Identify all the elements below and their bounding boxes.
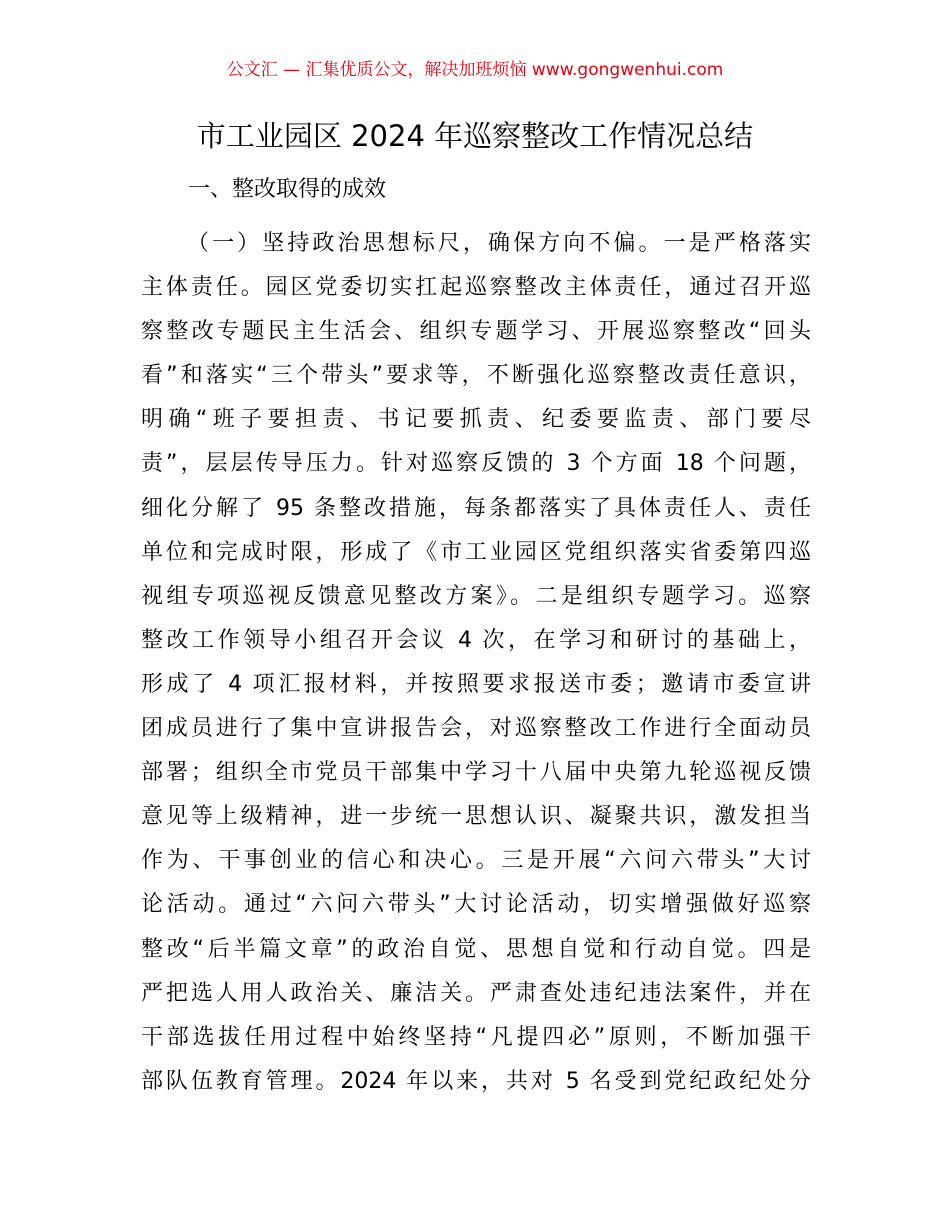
paragraph-line: 形成了 4 项汇报材料，并按照要求报送市委；邀请市委宣讲 [141,671,811,697]
paragraph-line: 部署；组织全市党员干部集中学习十八届中央第九轮巡视反馈 [141,760,811,786]
paragraph-line: 责”，层层传导压力。针对巡察反馈的 3 个方面 18 个问题， [141,451,811,477]
paragraph-line: 察整改专题民主生活会、组织专题学习、开展巡察整改“回头 [141,319,811,345]
site-banner: 公文汇 — 汇集优质公文，解决加班烦恼 www.gongwenhui.com [226,60,724,80]
paragraph-line: 视组专项巡视反馈意见整改方案》。二是组织专题学习。巡察 [141,583,811,609]
paragraph-line: 部队伍教育管理。2024 年以来，共对 5 名受到党纪政纪处分 [141,1068,811,1094]
paragraph-line: 主体责任。园区党委切实扛起巡察整改主体责任，通过召开巡 [141,275,811,301]
paragraph-line: 明确“班子要担责、书记要抓责、纪委要监责、部门要尽 [141,407,811,433]
document-title: 市工业园区 2024 年巡察整改工作情况总结 [196,119,754,153]
paragraph-line: 整改“后半篇文章”的政治自觉、思想自觉和行动自觉。四是 [141,936,811,962]
paragraph-line: 细化分解了 95 条整改措施，每条都落实了具体责任人、责任 [141,495,811,521]
section-heading: 一、整改取得的成效 [188,177,387,202]
paragraph-line: 论活动。通过“六问六带头”大讨论活动，切实增强做好巡察 [141,892,811,918]
paragraph-line: 严把选人用人政治关、廉洁关。严肃查处违纪违法案件，并在 [141,980,811,1006]
document-body [141,222,811,1104]
paragraph-line: 整改工作领导小组召开会议 4 次，在学习和研讨的基础上， [141,627,811,653]
paragraph-line: 干部选拔任用过程中始终坚持“凡提四必”原则，不断加强干 [141,1024,811,1050]
paragraph-line: 单位和完成时限，形成了《市工业园区党组织落实省委第四巡 [141,539,811,565]
paragraph-line: 作为、干事创业的信心和决心。三是开展“六问六带头”大讨 [141,848,811,874]
paragraph-line: 看”和落实“三个带头”要求等，不断强化巡察整改责任意识， [141,363,811,389]
paragraph-line: 团成员进行了集中宣讲报告会，对巡察整改工作进行全面动员 [141,716,811,742]
paragraph-line: （一）坚持政治思想标尺，确保方向不偏。一是严格落实 [187,231,811,256]
paragraph-line: 意见等上级精神，进一步统一思想认识、凝聚共识，激发担当 [141,804,811,830]
